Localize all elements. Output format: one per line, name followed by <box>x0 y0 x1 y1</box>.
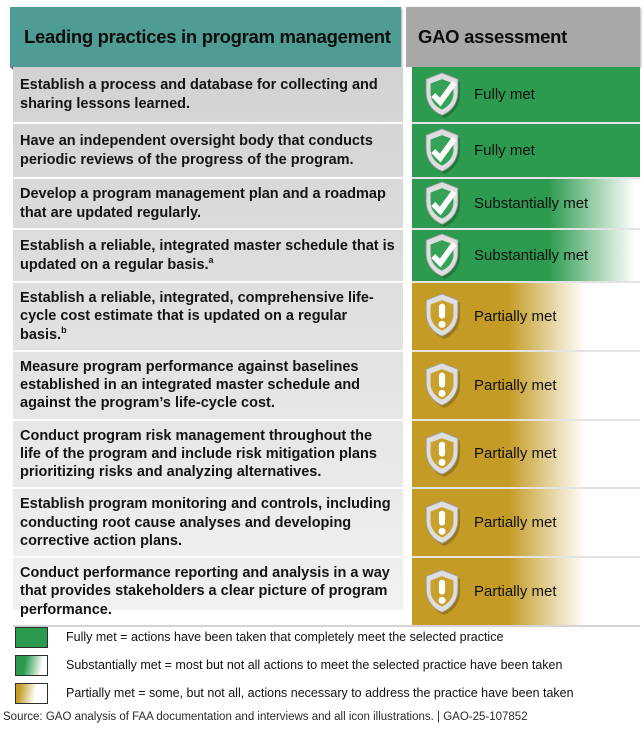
legend-swatch <box>15 683 48 704</box>
legend-swatch <box>15 655 48 676</box>
practice-cell <box>13 350 403 419</box>
legend-item <box>15 626 574 648</box>
legend <box>15 626 574 704</box>
practice-cell <box>13 177 403 228</box>
table-row <box>13 419 640 488</box>
table-row <box>13 281 640 350</box>
legend-item <box>15 682 574 704</box>
practice-text: Measure program performance against baselines established in an integrated master schedule and against the program’s life-cycle cost. <box>20 358 361 412</box>
column-gap <box>403 228 412 281</box>
practice-text: Conduct program risk management throughout the life of the program and include risk mitigation plans prioritizing risks and analyzing alternatives. <box>20 427 377 481</box>
assessment-cell <box>412 487 640 556</box>
column-gap <box>403 350 412 419</box>
practice-cell <box>13 67 403 122</box>
table-row <box>13 177 640 228</box>
assessment-label: Substantially met <box>474 247 589 264</box>
shield-exclamation-icon <box>420 568 464 616</box>
assessment-cell <box>412 556 640 625</box>
legend-item <box>15 654 574 676</box>
assessment-cell <box>412 177 640 228</box>
shield-check-icon <box>420 127 464 175</box>
practice-text: Establish a reliable, integrated master schedule that is updated on a regular basis.$^a$ <box>20 238 395 273</box>
legend-label: Substantially met = most but not all actions to meet the selected practice have been taken <box>66 658 563 672</box>
practices-header-label: Leading practices in program management <box>24 26 391 47</box>
table-header-practices <box>10 7 401 67</box>
shield-exclamation-icon <box>420 430 464 478</box>
assessment-label: Substantially met <box>474 195 589 212</box>
column-gap <box>403 67 412 122</box>
practice-cell <box>13 556 403 625</box>
assessment-cell <box>412 281 640 350</box>
table-header-assessment <box>406 7 640 67</box>
table-row <box>13 67 640 122</box>
practice-text: Establish a reliable, integrated, comprehensive life-cycle cost estimate that is updated on a regular basis.$^b$ <box>20 290 374 343</box>
legend-label: Fully met = actions have been taken that completely meet the selected practice <box>66 630 504 644</box>
assessment-label: Fully met <box>474 142 535 159</box>
assessment-cell <box>412 350 640 419</box>
shield-check-icon <box>420 71 464 119</box>
assessment-label: Partially met <box>474 583 557 601</box>
assessment-cell <box>412 419 640 488</box>
practice-cell <box>13 122 403 177</box>
shield-exclamation-icon <box>420 499 464 547</box>
practice-text: Have an independent oversight body that conducts periodic reviews of the progress of the program. <box>20 133 373 168</box>
legend-swatch <box>15 627 48 648</box>
practice-cell <box>13 281 403 350</box>
assessment-cell <box>412 228 640 281</box>
assessment-label: Partially met <box>474 307 557 325</box>
column-gap <box>403 556 412 625</box>
table-row <box>13 487 640 556</box>
shield-exclamation-icon <box>420 361 464 409</box>
assessment-cell <box>412 67 640 122</box>
assessment-header-label: GAO assessment <box>418 26 568 47</box>
assessment-cell <box>412 122 640 177</box>
legend-label: Partially met = some, but not all, actions necessary to address the practice have been taken <box>66 686 574 700</box>
assessment-label: Partially met <box>474 376 557 394</box>
shield-check-icon <box>420 232 464 280</box>
table-row <box>13 122 640 177</box>
practice-text: Develop a program management plan and a roadmap that are updated regularly. <box>20 186 386 221</box>
column-gap <box>403 122 412 177</box>
column-gap <box>403 487 412 556</box>
practice-text: Establish program monitoring and controls, including conducting root cause analyses and developing corrective action plans. <box>20 496 391 549</box>
table-row <box>13 350 640 419</box>
practice-cell <box>13 228 403 281</box>
assessment-label: Partially met <box>474 445 557 463</box>
table-row <box>13 228 640 281</box>
shield-check-icon <box>420 180 464 228</box>
column-gap <box>403 281 412 350</box>
practice-text: Conduct performance reporting and analysis in a way that provides stakeholders a clear picture of program performance. <box>20 565 390 618</box>
footnote-marker: b <box>61 324 67 335</box>
assessment-label: Fully met <box>474 86 535 103</box>
assessment-label: Partially met <box>474 514 557 532</box>
practice-cell <box>13 487 403 556</box>
footnote-marker: a <box>208 254 214 265</box>
assessment-table-body <box>13 67 640 627</box>
column-gap <box>403 177 412 228</box>
practice-text: Establish a process and database for collecting and sharing lessons learned. <box>20 77 378 112</box>
column-gap <box>403 419 412 488</box>
shield-exclamation-icon <box>420 292 464 340</box>
practice-cell <box>13 419 403 488</box>
source-line: Source: GAO analysis of FAA documentation and interviews and all icon illustrations. | GAO-25-107852 <box>3 711 528 723</box>
table-row <box>13 556 640 625</box>
